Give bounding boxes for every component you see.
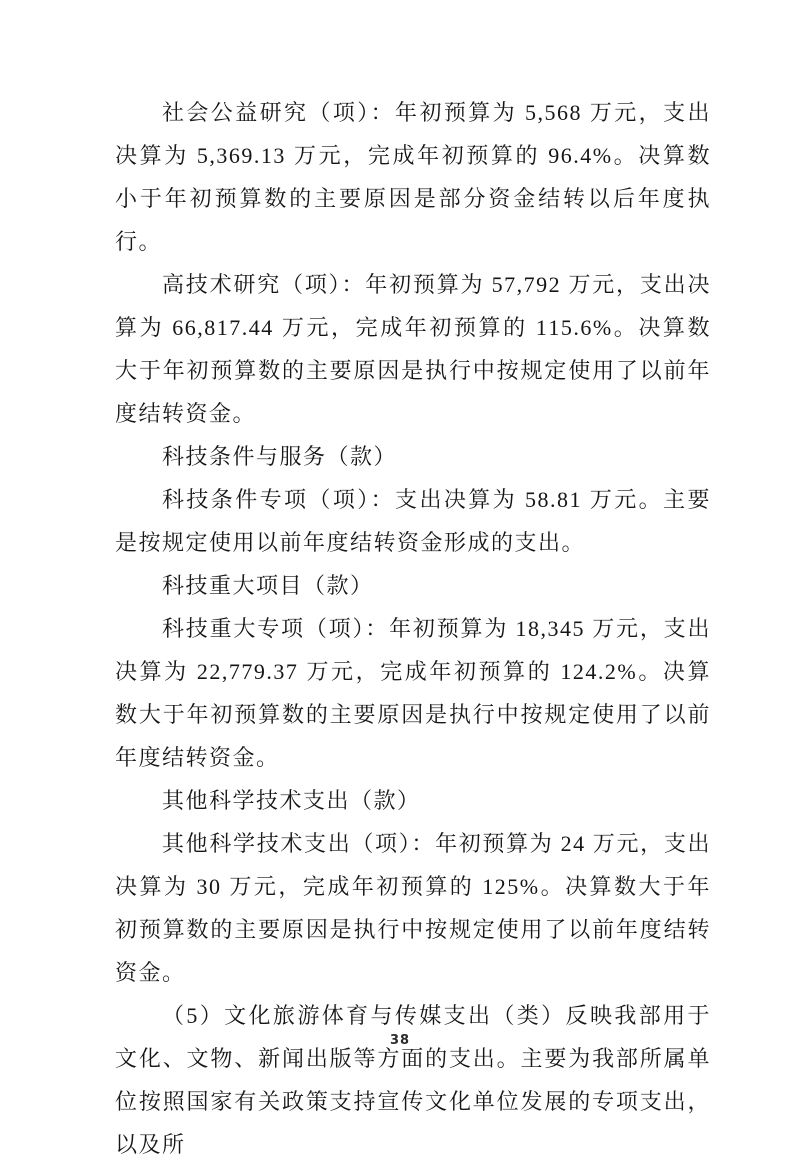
paragraph-major-projects-item: 科技重大专项（项）：年初预算为 18,345 万元，支出决算为 22,779.37 万元，完成年初预算的 124.2%。决算数大于年初预算数的主要原因是执行中按规定使用了以前年度结转资金。	[115, 616, 711, 770]
page-content	[115, 91, 711, 1166]
paragraph-major-projects-heading: 科技重大项目（款）	[162, 573, 374, 598]
page-number: 38	[389, 1033, 411, 1048]
paragraph-other-sci-tech-item: 其他科学技术支出（项）：年初预算为 24 万元，支出决算为 30 万元，完成年初预算的 125%。决算数大于年初预算数的主要原因是执行中按规定使用了以前年度结转资金。	[115, 831, 711, 985]
paragraph-culture-tourism-media: （5）文化旅游体育与传媒支出（类）反映我部用于文化、文物、新闻出版等方面的支出。主要为我部所属单位按照国家有关政策支持宣传文化单位发展的专项支出，以及所	[115, 1003, 711, 1157]
paragraph-sci-tech-conditions-item: 科技条件专项（项）：支出决算为 58.81 万元。主要是按规定使用以前年度结转资金形成的支出。	[115, 487, 711, 555]
paragraph-social-welfare-research: 社会公益研究（项）：年初预算为 5,568 万元，支出决算为 5,369.13 万元，完成年初预算的 96.4%。决算数小于年初预算数的主要原因是部分资金结转以后年度执行。	[115, 100, 711, 254]
paragraph-high-tech-research: 高技术研究（项）：年初预算为 57,792 万元，支出决算为 66,817.44 万元，完成年初预算的 115.6%。决算数大于年初预算数的主要原因是执行中按规定使用了以前年度结转资金。	[115, 272, 711, 426]
paragraph-sci-tech-conditions-heading: 科技条件与服务（款）	[162, 444, 398, 469]
paragraph-other-sci-tech-heading: 其他科学技术支出（款）	[162, 788, 421, 813]
